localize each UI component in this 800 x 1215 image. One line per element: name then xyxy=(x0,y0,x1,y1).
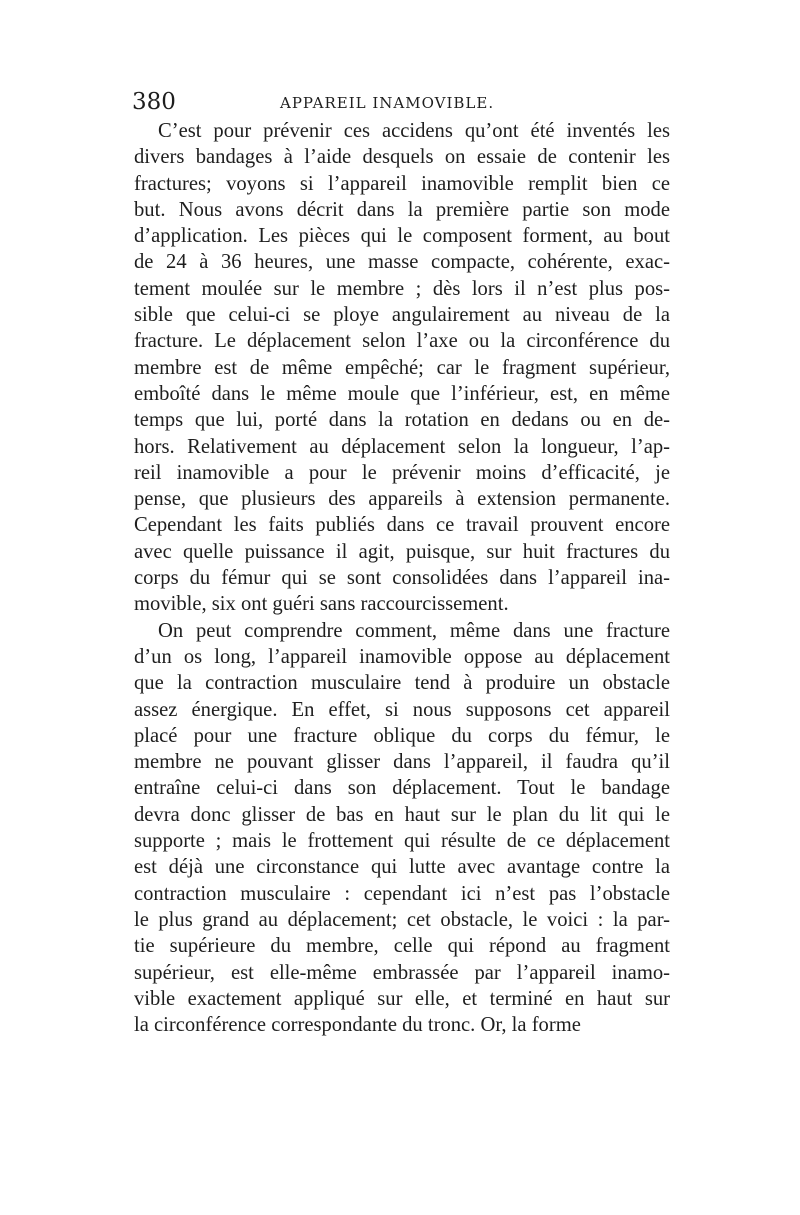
text-line: placé pour une fracture oblique du corps du fémur, le xyxy=(134,724,670,747)
text-line: d’un os long, l’appareil inamovible oppose au déplacement xyxy=(134,645,670,668)
text-line: temps que lui, porté dans la rotation en dedans ou en de- xyxy=(134,409,670,432)
text-line: que la contraction musculaire tend à produire un obstacle xyxy=(134,672,670,695)
text-line: emboîté dans le même moule que l’inférieur, est, en même xyxy=(134,382,670,405)
text-line: supérieur, est elle-même embrassée par l’appareil inamo- xyxy=(134,961,670,984)
body-text xyxy=(134,118,670,1038)
text-line: tement moulée sur le membre ; dès lors il n’est plus pos- xyxy=(134,277,670,300)
text-line: but. Nous avons décrit dans la première partie son mode xyxy=(134,198,670,221)
text-line: vible exactement appliqué sur elle, et terminé en haut sur xyxy=(134,987,670,1010)
text-line: corps du fémur qui se sont consolidées dans l’appareil ina- xyxy=(134,567,670,590)
text-line: devra donc glisser de bas en haut sur le plan du lit qui le xyxy=(134,803,670,826)
text-line: avec quelle puissance il agit, puisque, sur huit fractures du xyxy=(134,540,670,563)
text-line: membre ne pouvant glisser dans l’appareil, il faudra qu’il xyxy=(134,751,670,774)
text-line: Cependant les faits publiés dans ce travail prouvent encore xyxy=(134,514,670,537)
text-line: hors. Relativement au déplacement selon la longueur, l’ap- xyxy=(134,435,670,458)
paragraph xyxy=(134,118,670,618)
text-line: supporte ; mais le frottement qui résulte de ce déplacement xyxy=(134,830,670,853)
text-line: pense, que plusieurs des appareils à extension permanente. xyxy=(134,488,670,511)
text-line: est déjà une circonstance qui lutte avec avantage contre la xyxy=(134,856,670,879)
text-line: assez énergique. En effet, si nous supposons cet appareil xyxy=(134,698,670,721)
text-line: le plus grand au déplacement; cet obstacle, le voici : la par- xyxy=(134,908,670,931)
page-number: 380 xyxy=(132,89,176,115)
text-line: On peut comprendre comment, même dans une fracture xyxy=(158,619,670,642)
paragraph xyxy=(134,618,670,1039)
text-line: la circonférence correspondante du tronc. Or, la forme xyxy=(134,1014,581,1037)
text-line: C’est pour prévenir ces accidens qu’ont été inventés les xyxy=(158,120,670,142)
running-title: APPAREIL INAMOVIBLE. xyxy=(280,94,495,112)
text-line: d’application. Les pièces qui le composent forment, au bout xyxy=(134,225,670,248)
text-line: entraîne celui-ci dans son déplacement. Tout le bandage xyxy=(134,777,670,800)
text-line: movible, six ont guéri sans raccourcissement. xyxy=(134,593,509,616)
text-line: membre est de même empêché; car le fragment supérieur, xyxy=(134,356,670,379)
page-header xyxy=(132,87,672,121)
text-line: fractures; voyons si l’appareil inamovible remplit bien ce xyxy=(134,172,670,195)
text-line: contraction musculaire : cependant ici n’est pas l’obstacle xyxy=(134,882,670,905)
text-line: divers bandages à l’aide desquels on essaie de contenir les xyxy=(134,146,670,169)
text-line: de 24 à 36 heures, une masse compacte, cohérente, exac- xyxy=(134,251,670,274)
text-line: sible que celui-ci se ploye angulairement au niveau de la xyxy=(134,304,670,327)
text-line: tie supérieure du membre, celle qui répond au fragment xyxy=(134,935,670,958)
text-line: fracture. Le déplacement selon l’axe ou la circonférence du xyxy=(134,330,670,353)
text-line: reil inamovible a pour le prévenir moins d’efficacité, je xyxy=(134,461,670,484)
